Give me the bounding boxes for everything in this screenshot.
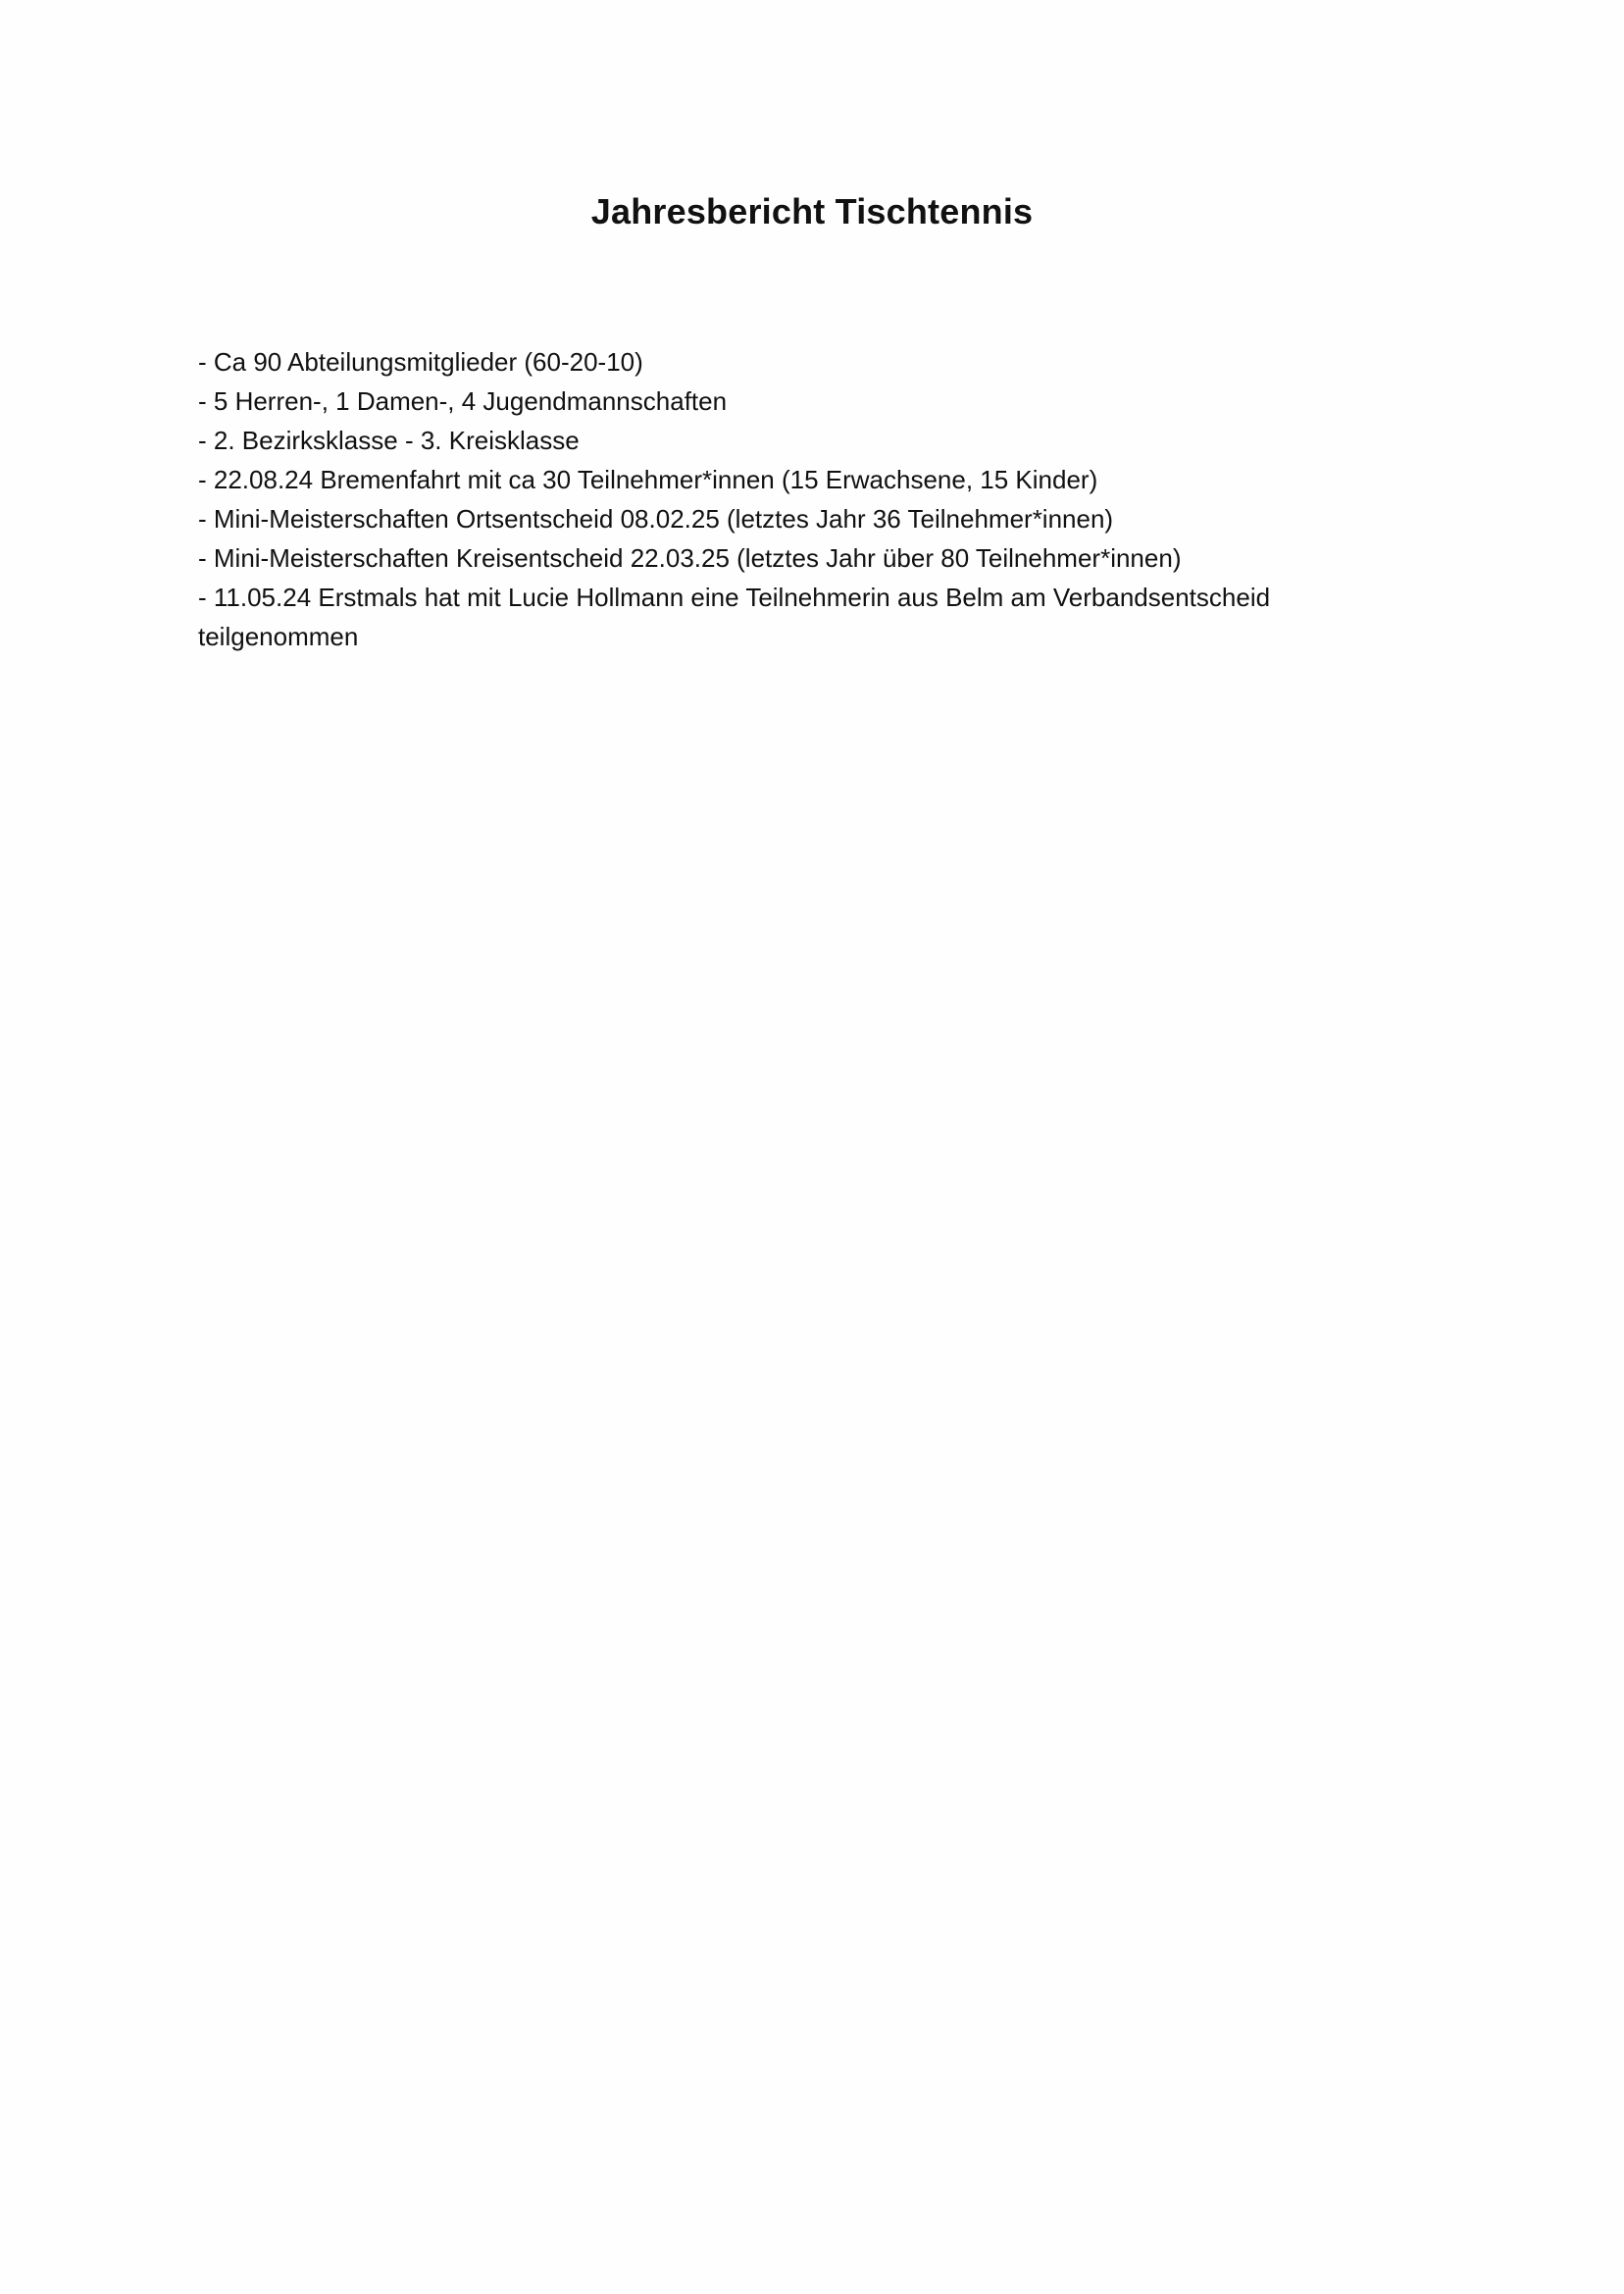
document-title: Jahresbericht Tischtennis	[590, 191, 1034, 231]
report-item: - Ca 90 Abteilungsmitglieder (60-20-10)	[198, 347, 643, 377]
report-item: - Mini-Meisterschaften Kreisentscheid 22.03.25 (letztes Jahr über 80 Teilnehmer*innen)	[198, 543, 1182, 573]
report-item: - 11.05.24 Erstmals hat mit Lucie Hollmann eine Teilnehmerin aus Belm am Verbandsentscheid teilgenommen	[198, 583, 1271, 651]
report-item: - 2. Bezirksklasse - 3. Kreisklasse	[198, 426, 580, 455]
report-item: - 5 Herren-, 1 Damen-, 4 Jugendmannschaften	[198, 386, 728, 416]
report-item-list	[198, 342, 1434, 656]
report-item: - 22.08.24 Bremenfahrt mit ca 30 Teilnehmer*innen (15 Erwachsene, 15 Kinder)	[198, 465, 1098, 494]
report-item: - Mini-Meisterschaften Ortsentscheid 08.02.25 (letztes Jahr 36 Teilnehmer*innen)	[198, 504, 1114, 534]
